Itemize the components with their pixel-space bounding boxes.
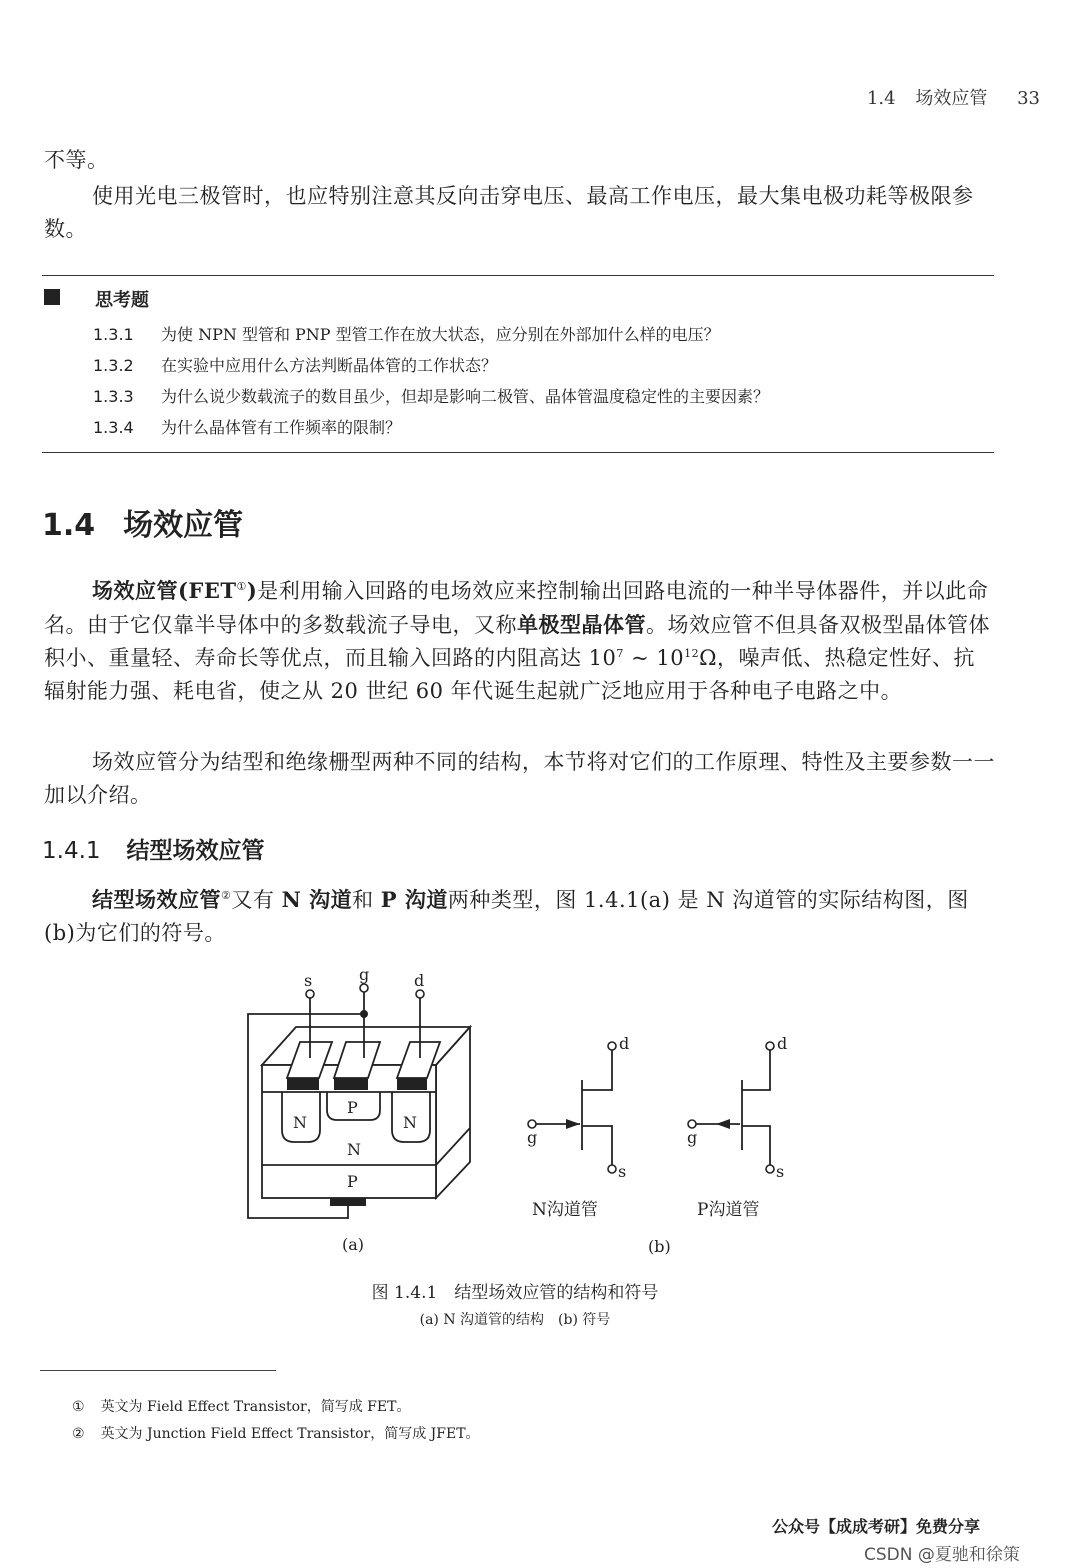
n-sym-d: d [619,1034,630,1053]
p-channel-label: P沟道管 [697,1200,760,1220]
prev-paragraph: 使用光电三极管时，也应特别注意其反向击穿电压、最高工作电压，最大集电极功耗等极限参数。 [44,184,974,241]
drain-contact [397,1078,427,1090]
n-channel-arrow-icon [566,1119,580,1129]
p-sym-d: d [777,1034,788,1053]
footnote-2: ② 英文为 Junction Field Effect Transistor，简写成 JFET。 [72,1426,480,1442]
region-n-body: N [347,1140,361,1159]
header-title: 场效应管 [915,88,988,109]
share-watermark: 公众号【成成考研】免费分享 [772,1517,981,1536]
question-item: 1.3.2 在实验中应用什么方法判断晶体管的工作状态？ [93,356,498,375]
question-item: 1.3.1 为使 NPN 型管和 PNP 型管工作在放大状态，应分别在外部加什么样的电压？ [93,325,720,344]
footnote-rule [40,1370,276,1371]
terminal-d-label: d [414,971,425,990]
questions-title: 思考题 [95,290,149,311]
section-heading: 1.4 场效应管 [42,508,244,543]
fig-label-b: (b) [648,1237,671,1256]
figure-caption: 图 1.4.1 结型场效应管的结构和符号 [371,1283,659,1303]
jfet-figure [0,960,1066,1280]
csdn-watermark: CSDN @夏驰和徐策 [864,1545,1020,1565]
types-paragraph: 场效应管分为结型和绝缘栅型两种不同的结构，本节将对它们的工作原理、特性及主要参数一一加以介绍。 [44,750,995,807]
figure-subcaption: (a) N 沟道管的结构 (b) 符号 [419,1312,611,1328]
question-item: 1.3.4 为什么晶体管有工作频率的限制？ [93,418,402,437]
footnote-1: ① 英文为 Field Effect Transistor，简写成 FET。 [72,1399,411,1415]
region-p-substrate: P [347,1172,358,1191]
header-section: 1.4 [866,88,896,109]
terminal-g-label: g [359,965,370,984]
page-number: 33 [1017,88,1040,109]
square-bullet-icon [44,289,60,305]
subsection-heading: 1.4.1 结型场效应管 [42,838,265,864]
p-sym-g: g [687,1128,698,1147]
intro-paragraph: 场效应管(FET①)是利用输入回路的电场效应来控制输出回路电流的一种半导体器件，并以此命名。由于它仅靠半导体中的多数载流子导电，又称单极型晶体管。场效应管不但具备双极型晶体管体积小、重量轻、寿命长等优点，而且输入回路的内阻高达 $10^7$ ~ $10^{12}\Omega$，噪声低、热稳定性好、抗辐射能力强、耗电省，使之从 20 世纪 60 年代诞生起就广泛地应用于各种电子电路之中。 [44,578,990,703]
region-p-gate: P [347,1098,358,1117]
terminal-s-label: s [304,971,313,990]
region-n-right: N [403,1113,417,1132]
fig-label-a: (a) [342,1235,365,1254]
running-header [853,84,1040,110]
p-channel-arrow-icon [716,1119,730,1129]
jfet-paragraph: 结型场效应管②又有 N 沟道和 P 沟道两种类型，图 1.4.1(a) 是 N 沟道管的实际结构图，图(b)为它们的符号。 [44,887,969,945]
p-sym-s: s [776,1162,785,1181]
n-channel-label: N沟道管 [532,1200,598,1220]
source-contact [287,1078,319,1090]
n-sym-g: g [527,1128,538,1147]
n-sym-s: s [618,1162,627,1181]
questions-top-rule [42,275,994,276]
substrate-contact [330,1198,366,1206]
questions-bottom-rule [42,452,994,453]
gate-contact [334,1078,368,1090]
region-n-left: N [293,1113,307,1132]
prev-line: 不等。 [44,148,109,172]
question-item: 1.3.3 为什么说少数载流子的数目虽少，但却是影响二极管、晶体管温度稳定性的主要因素？ [93,387,770,406]
